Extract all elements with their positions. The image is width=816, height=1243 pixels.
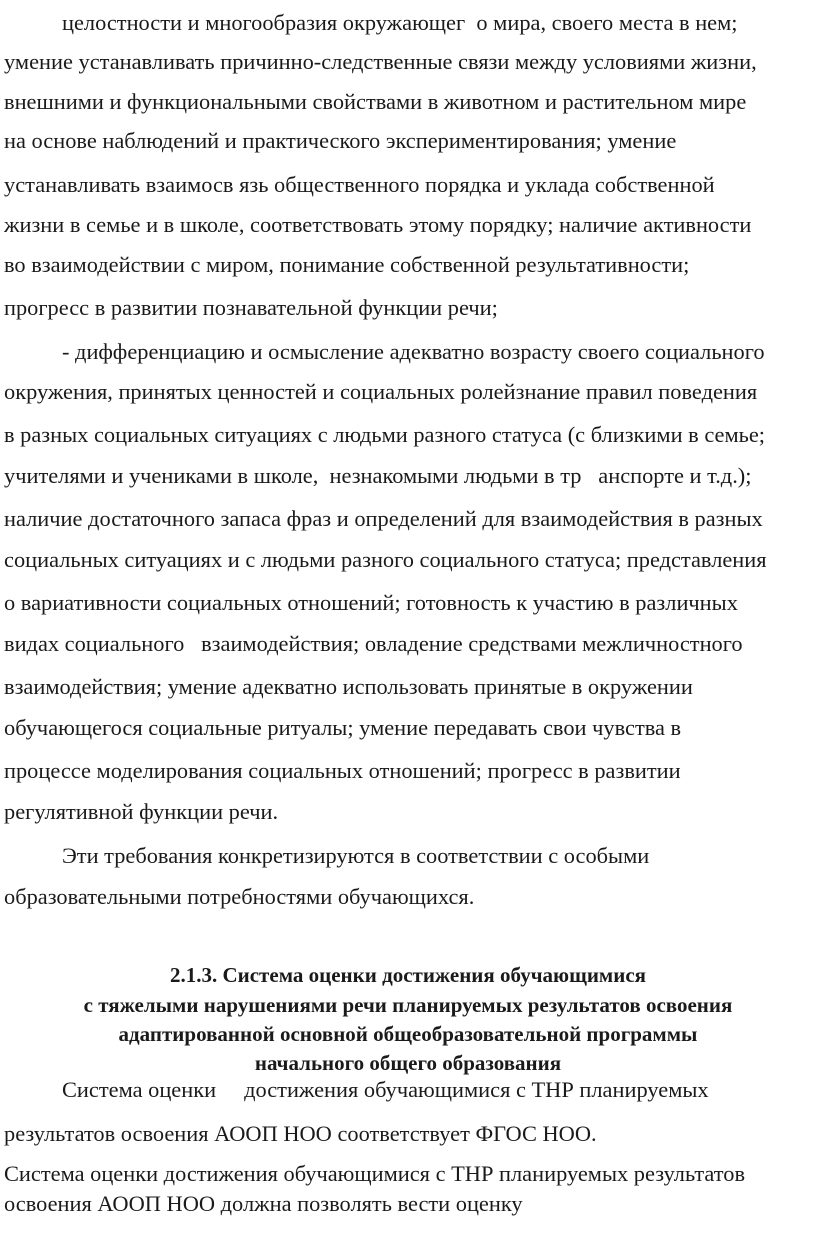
- text-line: внешними и функциональными свойствами в животном и растительном мире: [4, 89, 747, 114]
- heading-line: с тяжелыми нарушениями речи планируемых результатов освоения: [83, 993, 733, 1017]
- text-line: на основе наблюдений и практического экспериментирования; умение: [4, 128, 677, 153]
- text-line: наличие достаточного запаса фраз и определений для взаимодействия в разных: [4, 506, 763, 531]
- text-line: во взаимодействии с миром, понимание собственной результативности;: [4, 252, 690, 277]
- text-line: результатов освоения АООП НОО соответствует ФГОС НОО.: [4, 1121, 597, 1146]
- heading-line: начального общего образования: [254, 1051, 562, 1075]
- text-line: обучающегося социальные ритуалы; умение передавать свои чувства в: [4, 715, 682, 740]
- text-line: видах социального взаимодействия; овладение средствами межличностного: [4, 631, 743, 656]
- heading-line: 2.1.3. Система оценки достижения обучающимися: [169, 963, 647, 987]
- text-line: в разных социальных ситуациях с людьми разного статуса (с близкими в семье;: [4, 422, 766, 447]
- text-line: Эти требования конкретизируются в соответствии с особыми: [62, 843, 650, 868]
- text-line: умение устанавливать причинно-следственные связи между условиями жизни,: [4, 49, 757, 74]
- text-line: регулятивной функции речи.: [4, 799, 279, 824]
- text-line: прогресс в развитии познавательной функции речи;: [4, 295, 498, 320]
- text-line: освоения АООП НОО должна позволять вести оценку: [4, 1191, 523, 1216]
- text-line: взаимодействия; умение адекватно использовать принятые в окружении: [4, 674, 693, 699]
- text-line: образовательными потребностями обучающихся.: [4, 884, 475, 909]
- text-line: Система оценки достижения обучающимися с ТНР планируемых результатов: [4, 1161, 746, 1186]
- text-line: учителями и учениками в школе, незнакомыми людьми в тр анспорте и т.д.);: [4, 463, 752, 488]
- text-line: целостности и многообразия окружающег о мира, своего места в нем;: [62, 10, 738, 35]
- text-line: процессе моделирования социальных отношений; прогресс в развитии: [4, 758, 681, 783]
- text-line: Система оценки достижения обучающимися с ТНР планируемых: [62, 1077, 709, 1102]
- text-line: - дифференциацию и осмысление адекватно возрасту своего социального: [62, 339, 765, 364]
- text-line: устанавливать взаимосв язь общественного порядка и уклада собственной: [4, 172, 715, 197]
- heading-line: адаптированной основной общеобразовательной программы: [118, 1022, 698, 1046]
- text-line: социальных ситуациях и с людьми разного социального статуса; представления: [4, 547, 767, 572]
- text-line: окружения, принятых ценностей и социальных ролейзнание правил поведения: [4, 379, 758, 404]
- text-line: жизни в семье и в школе, соответствовать этому порядку; наличие активности: [4, 212, 752, 237]
- text-line: о вариативности социальных отношений; готовность к участию в различных: [4, 590, 738, 615]
